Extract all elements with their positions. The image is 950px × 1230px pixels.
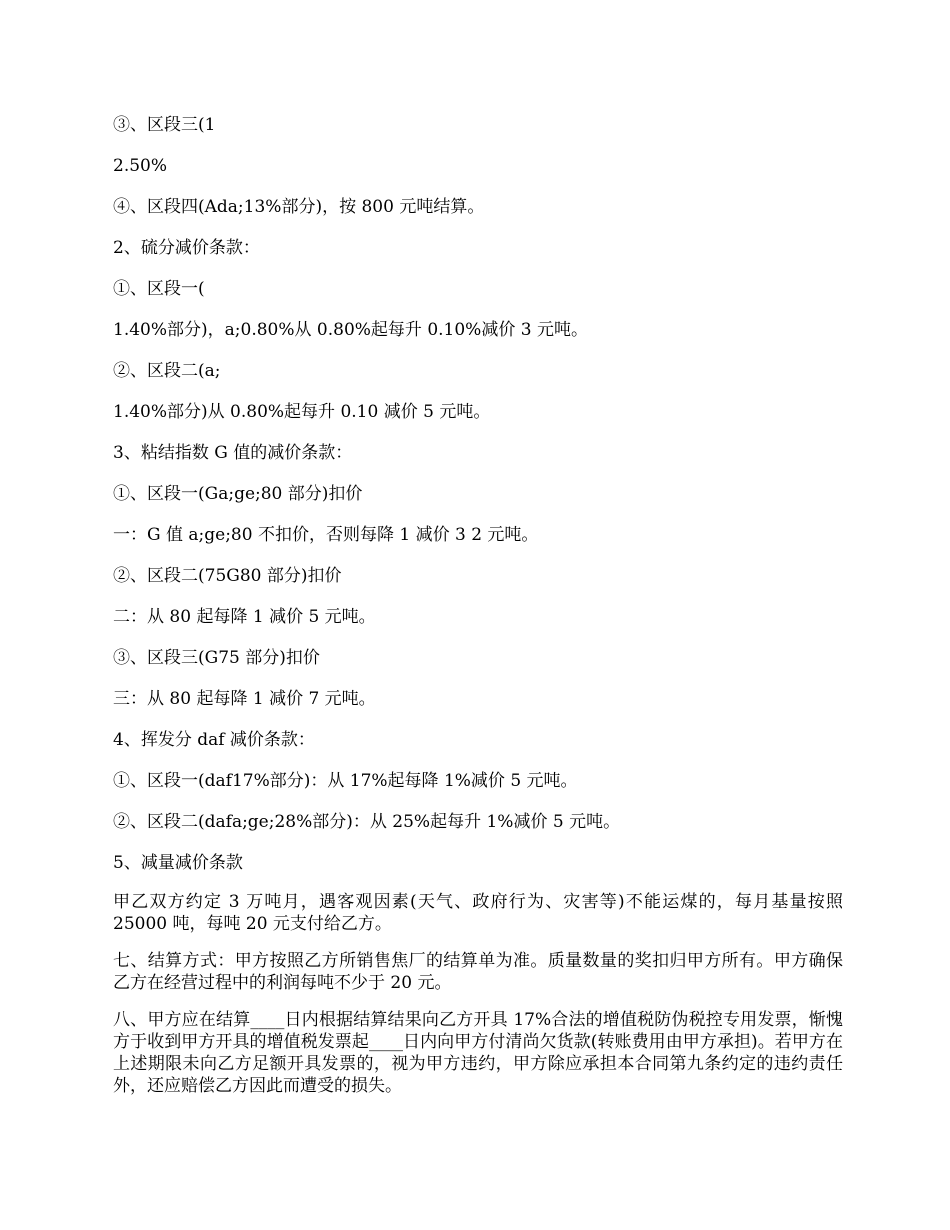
text-line: 一：G 值 a;ge;80 不扣价，否则每降 1 减价 3 2 元吨。 (113, 525, 539, 545)
text-line: ③、区段三(1 (113, 115, 216, 135)
document-body (113, 112, 843, 1112)
text-line: 2.50% (113, 156, 168, 176)
section-heading: 3、粘结指数 G 值的减价条款： (113, 443, 353, 463)
text-line: ②、区段二(75G80 部分)扣价 (113, 566, 342, 586)
section-heading: 5、减量减价条款 (113, 853, 243, 873)
paragraph: 七、结算方式：甲方按照乙方所销售焦厂的结算单为准。质量数量的奖扣归甲方所有。甲方确保乙方在经营过程中的利润每吨不少于 20 元。 (113, 951, 843, 993)
text-line: 二：从 80 起每降 1 减价 5 元吨。 (113, 607, 376, 627)
paragraph: 甲乙双方约定 3 万吨月，遇客观因素(天气、政府行为、灾害等)不能运煤的，每月基量按照 25000 吨，每吨 20 元支付给乙方。 (113, 892, 843, 934)
paragraph: 八、甲方应在结算____日内根据结算结果向乙方开具 17%合法的增值税防伪税控专用发票，惭愧方于收到甲方开具的增值税发票起____日内向甲方付清尚欠货款(转账费用由甲方承担)。若甲方在上述期限未向乙方足额开具发票的，视为甲方违约，甲方除应承担本合同第九条约定的违约责任外，还应赔偿乙方因此而遭受的损失。 (113, 1010, 843, 1096)
section-heading: 4、挥发分 daf 减价条款： (113, 730, 315, 750)
text-line: ③、区段三(G75 部分)扣价 (113, 648, 320, 668)
text-line: ④、区段四(Ada;13%部分)，按 800 元吨结算。 (113, 197, 485, 217)
text-line: 三：从 80 起每降 1 减价 7 元吨。 (113, 689, 376, 709)
text-line: 1.40%部分)，a;0.80%从 0.80%起每升 0.10%减价 3 元吨。 (113, 320, 588, 340)
text-line: 1.40%部分)从 0.80%起每升 0.10 减价 5 元吨。 (113, 402, 491, 422)
text-line: ①、区段一( (113, 279, 205, 299)
text-line: ②、区段二(dafa;ge;28%部分)：从 25%起每升 1%减价 5 元吨。 (113, 812, 621, 832)
text-line: ②、区段二(a; (113, 361, 221, 381)
text-line: ①、区段一(Ga;ge;80 部分)扣价 (113, 484, 363, 504)
text-line: ①、区段一(daf17%部分)：从 17%起每降 1%减价 5 元吨。 (113, 771, 578, 791)
section-heading: 2、硫分减价条款： (113, 238, 260, 258)
